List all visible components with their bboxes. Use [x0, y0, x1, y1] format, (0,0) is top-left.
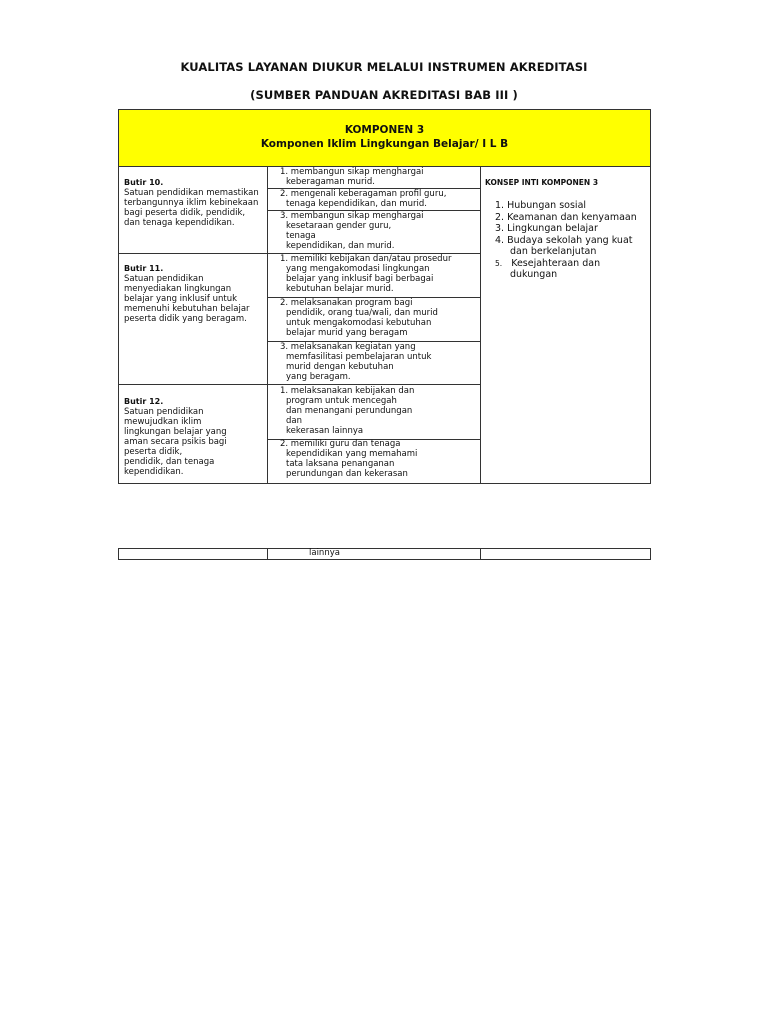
konsep-item: dukungan: [510, 269, 558, 280]
butir-text: mewujudkan iklim: [124, 417, 202, 427]
item-11-1: [271, 254, 477, 294]
column-divider: [267, 167, 268, 483]
butir-12: [124, 397, 266, 477]
item-line: 2. melaksanakan program bagi: [280, 298, 413, 308]
item-line: 3. melaksanakan kegiatan yang: [280, 342, 416, 352]
page-title: KUALITAS LAYANAN DIUKUR MELALUI INSTRUMEN AKREDITASI: [180, 60, 588, 74]
butir-text: memenuhi kebutuhan belajar: [124, 304, 250, 314]
konsep-title: KONSEP INTI KOMPONEN 3: [485, 178, 599, 187]
item-10-3: [271, 211, 477, 251]
butir-text: dan tenaga kependidikan.: [124, 218, 235, 228]
column-divider: [267, 549, 268, 559]
konsep-item: 3. Lingkungan belajar: [495, 223, 598, 234]
item-12-1: [271, 386, 477, 436]
item-line: dan menangani perundungan: [286, 406, 413, 416]
item-11-2: [271, 298, 477, 338]
item-line: untuk mengakomodasi kebutuhan: [286, 318, 432, 328]
item-line: kebutuhan belajar murid.: [286, 284, 394, 294]
item-line: kependidikan yang memahami: [286, 449, 418, 459]
column-divider: [480, 549, 481, 559]
butir-text: aman secara psikis bagi: [124, 437, 227, 447]
butir-label: Butir 11.: [124, 264, 164, 273]
konsep-list: [485, 200, 650, 281]
butir-text: Satuan pendidikan memastikan: [124, 188, 259, 198]
konsep-text: Kesejahteraan dan: [511, 257, 601, 269]
item-line: yang beragam.: [286, 372, 351, 382]
item-line: 1. membangun sikap menghargai: [280, 167, 424, 177]
item-10-2: [271, 189, 477, 209]
butir-text: menyediakan lingkungan: [124, 284, 232, 294]
item-line: perundungan dan kekerasan: [286, 469, 408, 479]
butir-text: terbangunnya iklim kebinekaan: [124, 198, 259, 208]
item-line: pendidik, orang tua/wali, dan murid: [286, 308, 438, 318]
butir-text: pendidik, dan tenaga: [124, 457, 215, 467]
butir-text: peserta didik,: [124, 447, 183, 457]
continuation-text: lainnya: [309, 548, 340, 558]
butir-text: peserta didik yang beragam.: [124, 314, 247, 324]
konsep-number: 5.: [495, 258, 503, 268]
item-line: murid dengan kebutuhan: [286, 362, 394, 372]
item-line: kependidikan, dan murid.: [286, 241, 395, 251]
item-line: 1. melaksanakan kebijakan dan: [280, 386, 415, 396]
konsep-item: [485, 258, 650, 270]
page-subtitle: (SUMBER PANDUAN AKREDITASI BAB III ): [250, 88, 518, 102]
butir-label: Butir 12.: [124, 397, 164, 406]
komponen-label: KOMPONEN 3: [344, 124, 425, 136]
butir-text: kependidikan.: [124, 467, 184, 477]
butir-label: Butir 10.: [124, 178, 164, 187]
konsep-item: 4. Budaya sekolah yang kuat: [495, 234, 633, 246]
item-11-3: [271, 342, 477, 382]
item-line: tata laksana penanganan: [286, 459, 395, 469]
butir-text: Satuan pendidikan: [124, 274, 204, 284]
item-line: dan: [286, 416, 302, 426]
item-line: 3. membangun sikap menghargai: [280, 211, 424, 221]
item-line: yang mengakomodasi lingkungan: [286, 264, 430, 274]
item-line: belajar yang inklusif bagi berbagai: [286, 274, 434, 284]
item-line: tenaga: [286, 231, 316, 241]
butir-11: [124, 264, 266, 324]
komponen-table: [118, 109, 651, 484]
konsep-item: 1. Hubungan sosial: [495, 200, 587, 211]
item-line: memfasilitasi pembelajaran untuk: [286, 352, 432, 362]
item-line: tenaga kependidikan, dan murid.: [286, 199, 427, 209]
item-line: 1. memiliki kebijakan dan/atau prosedur: [280, 254, 452, 264]
item-12-2: [271, 439, 477, 479]
butir-text: lingkungan belajar yang: [124, 427, 227, 437]
komponen-subtitle: Komponen Iklim Lingkungan Belajar/ I L B: [260, 138, 509, 150]
item-line: 2. memiliki guru dan tenaga: [280, 439, 401, 449]
konsep-item: 2. Keamanan dan kenyamaan: [495, 211, 637, 223]
column-divider: [480, 167, 481, 483]
item-line: 2. mengenali keberagaman profil guru,: [280, 189, 447, 199]
table-header: [119, 110, 650, 167]
konsep-item: dan berkelanjutan: [510, 246, 597, 257]
item-10-1: [271, 167, 477, 187]
item-line: keberagaman murid.: [286, 177, 375, 187]
butir-text: Satuan pendidikan: [124, 407, 204, 417]
item-line: kesetaraan gender guru,: [286, 221, 392, 231]
butir-text: bagi peserta didik, pendidik,: [124, 208, 246, 218]
item-line: program untuk mencegah: [286, 396, 397, 406]
item-line: kekerasan lainnya: [286, 426, 364, 436]
butir-10: [124, 178, 266, 228]
row-divider: [119, 384, 480, 385]
item-line: belajar murid yang beragam: [286, 328, 408, 338]
butir-text: belajar yang inklusif untuk: [124, 294, 238, 304]
konsep-inti: [485, 178, 650, 281]
continuation-table: [118, 548, 651, 560]
